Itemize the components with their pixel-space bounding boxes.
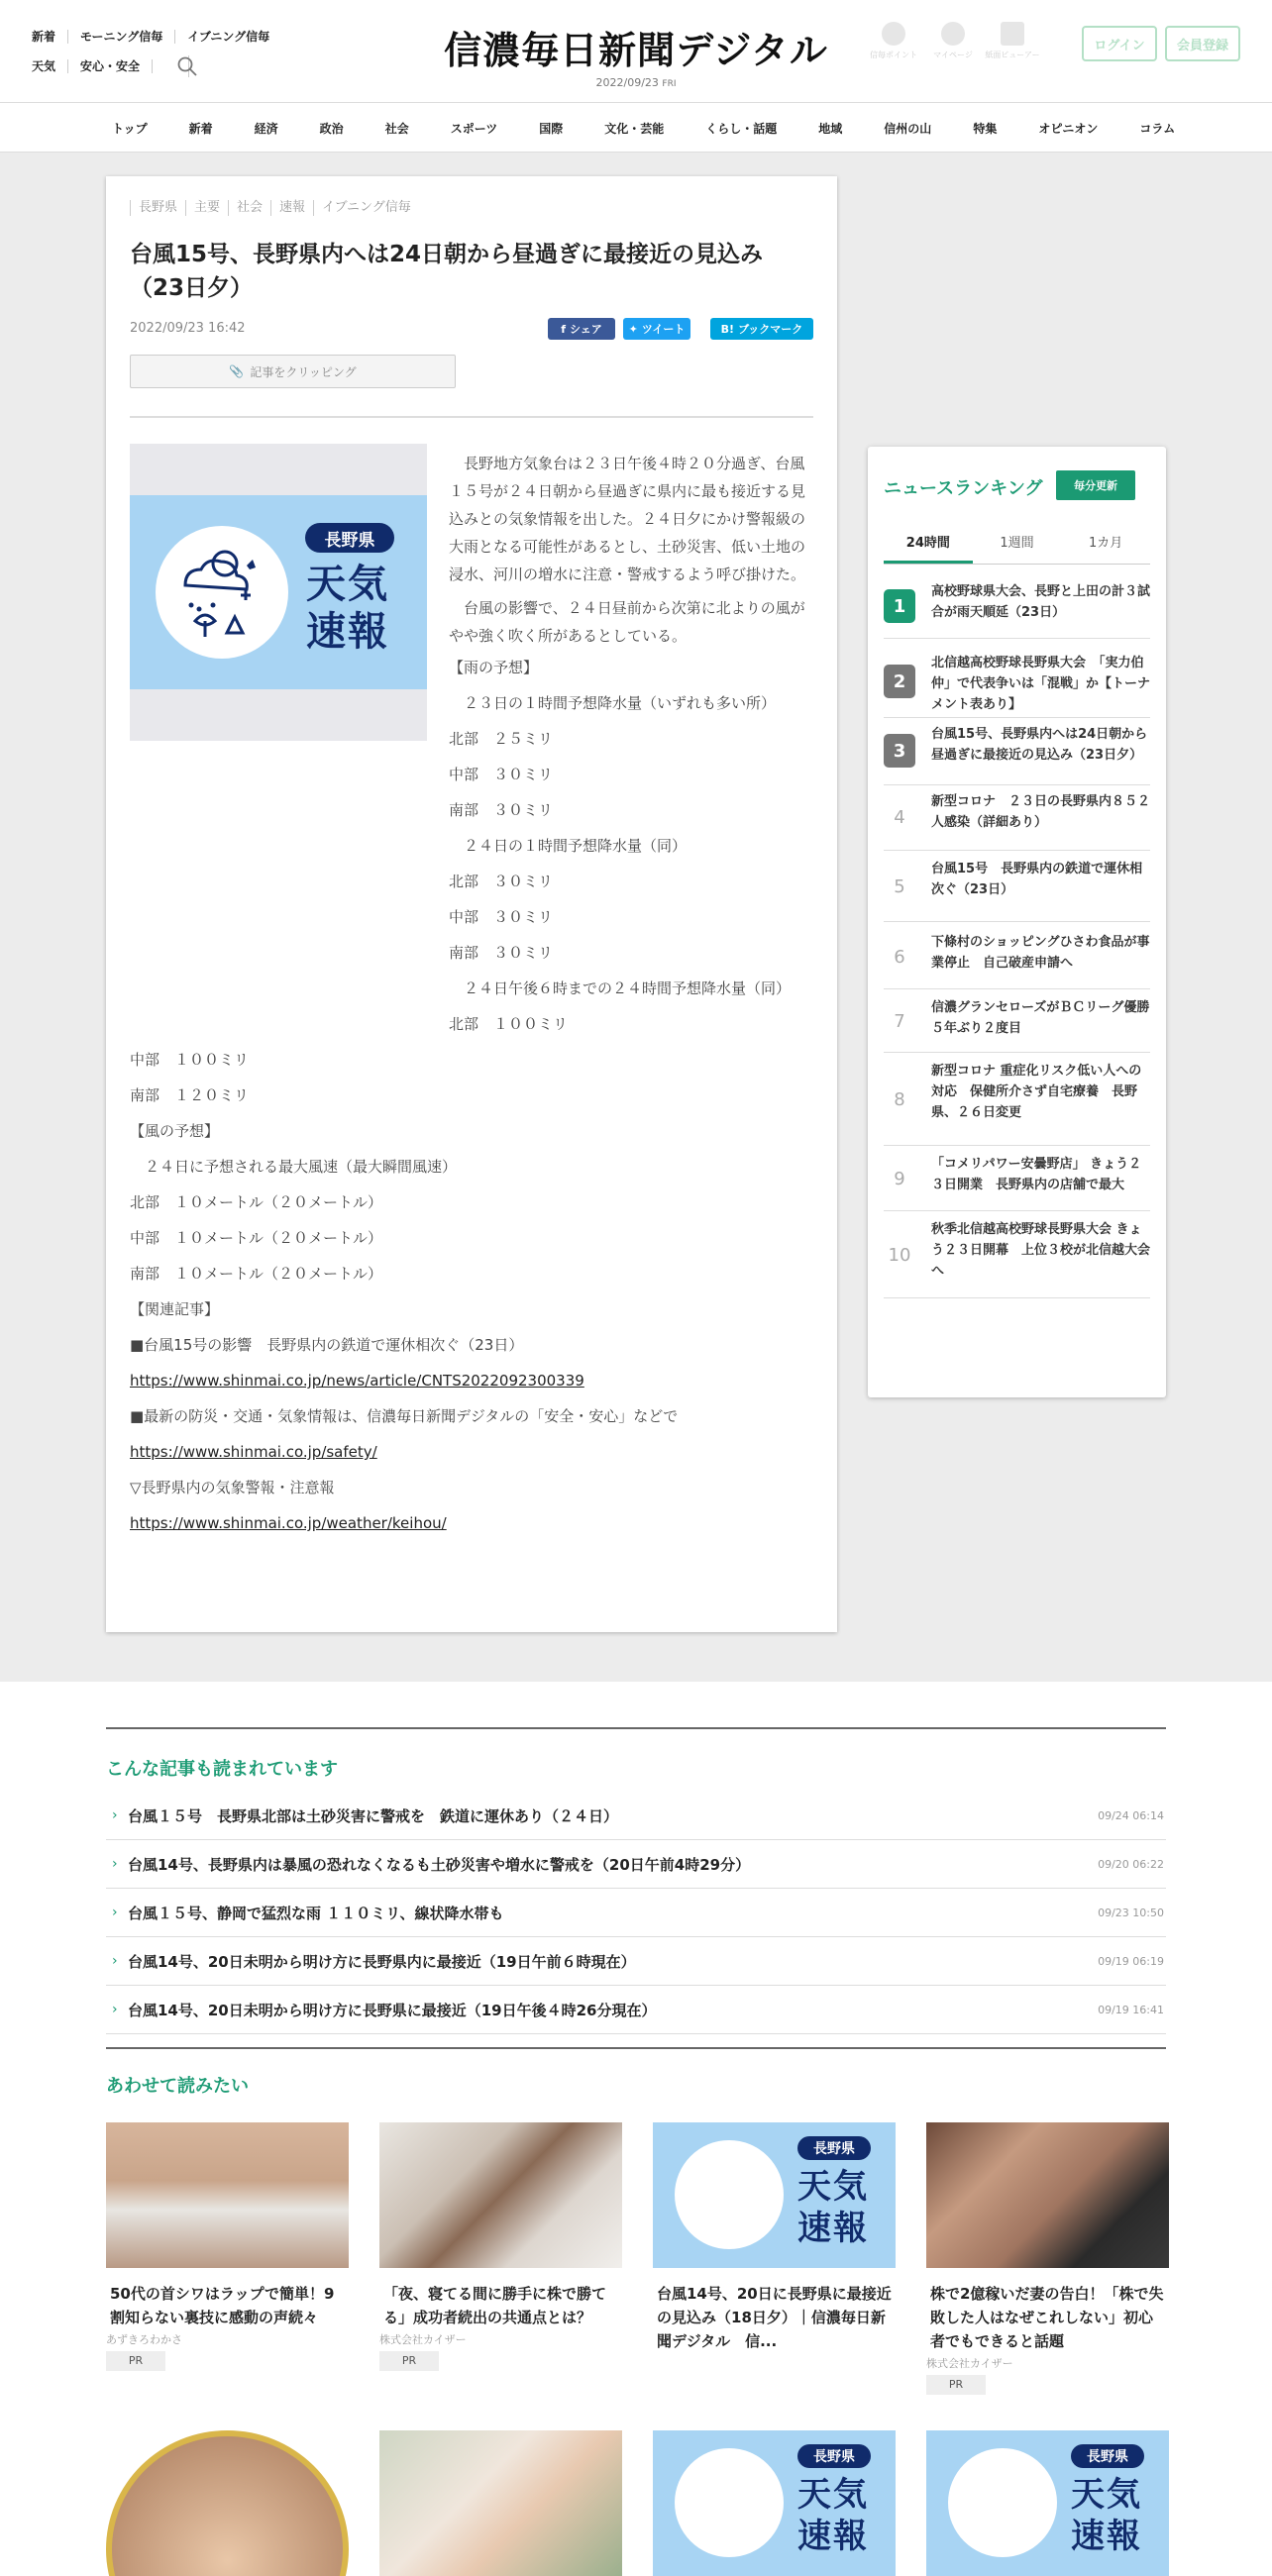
ranking-item[interactable] (884, 1211, 1150, 1298)
also-read-date: 09/20 06:22 (1098, 1857, 1164, 1871)
article-paragraph: 南部 １０メートル（２０メートル） (130, 1265, 383, 1283)
weather-pref-label: 長野県 (797, 2136, 871, 2160)
nav-item[interactable]: 経済 (254, 121, 278, 136)
nav-item[interactable]: 社会 (384, 121, 409, 136)
recommend-card[interactable] (653, 2122, 896, 2353)
mypage-icon[interactable]: マイページ (923, 22, 983, 60)
clip-article-button[interactable]: 📎 記事をクリッピング (130, 355, 456, 388)
related-link[interactable]: https://www.shinmai.co.jp/safety/ (130, 1443, 377, 1461)
weather-pref-label: 長野県 (1071, 2444, 1144, 2468)
nav-item[interactable]: 政治 (319, 121, 344, 136)
ranking-headline: 高校野球県大会、長野と上田の計３試合が雨天順延（23日） (931, 584, 1151, 620)
also-read-headline: 台風14号、長野県内は暴風の恐れなくなるも土砂災害や増水に警戒を（20日午前4時29分） (128, 1855, 751, 1874)
card-photo (379, 2122, 622, 2268)
point-icon[interactable]: 信毎ポイント (864, 22, 923, 60)
article-paragraph: 台風の影響で、２４日昼前から次第に北よりの風がやや強く吹く所があるとしている。 (449, 599, 805, 645)
ranking-number: 4 (894, 806, 905, 828)
article-tags (130, 200, 419, 216)
pr-badge: PR (379, 2351, 439, 2371)
article-paragraph: 南部 ３０ミリ (449, 944, 554, 962)
also-read-headline: 台風14号、20日未明から明け方に長野県内に最接近（19日午前６時現在） (128, 1952, 636, 1971)
ranking-number: 5 (894, 876, 905, 897)
ranking-number: 3 (884, 734, 915, 768)
ranking-headline: 北信越高校野球長野県大会 「実力伯仲」で代表争いは「混戦」か【トーナメント表あり】 (931, 656, 1151, 712)
chevron-right-icon: › (112, 1953, 118, 1969)
site-header (0, 0, 1272, 103)
weather-alert-title: 天気 速報 (1071, 2475, 1142, 2556)
ranking-item[interactable] (884, 851, 1150, 922)
article-paragraph: 南部 １２０ミリ (130, 1086, 250, 1104)
also-read-title: こんな記事も読まれています (106, 1759, 338, 1780)
also-read-headline: 台風１５号 長野県北部は土砂災害に警戒を 鉄道に運休あり（２４日） (128, 1806, 619, 1825)
ranking-number: 1 (884, 589, 915, 623)
ranking-item[interactable] (884, 1146, 1150, 1211)
facebook-share-button[interactable]: f シェア (548, 318, 615, 340)
logo-text: 信濃毎日新聞デジタル (444, 28, 828, 72)
article-paragraph: 長野地方気象台は２３日午後４時２０分過ぎ、台風１５号が２４日朝から昼過ぎに県内に最も接近する見込みとの気象情報を出した。２４日夕にかけ警報級の大雨となる可能性があるとし、土砂災害、低い土地の浸水、河川の増水に注意・警戒するよう呼び掛けた。 (449, 455, 806, 583)
related-link[interactable]: https://www.shinmai.co.jp/news/article/CNTS2022092300339 (130, 1372, 584, 1390)
article-paragraph: 北部 １０メートル（２０メートル） (130, 1193, 383, 1211)
ranking-tabs (884, 526, 1150, 565)
hatena-icon: B! (720, 322, 735, 336)
article-date: 2022/09/23 16:42 (130, 321, 246, 336)
nav-item[interactable]: 信州の山 (884, 121, 932, 136)
ranking-item[interactable] (884, 924, 1150, 989)
login-button[interactable]: ログイン (1082, 26, 1157, 61)
article-tag[interactable]: イブニング信毎 (313, 200, 419, 216)
also-read-item[interactable] (106, 1889, 1166, 1937)
header-link-morning[interactable]: モーニング信毎 (68, 30, 175, 44)
nav-item[interactable]: 特集 (973, 121, 998, 136)
article-body (130, 450, 813, 1541)
also-read-section (106, 1727, 1166, 2556)
ranking-update-badge: 毎分更新 (1056, 470, 1135, 500)
article-paragraph: ２４日の１時間予想降水量（同） (449, 837, 688, 855)
also-read-divider (106, 2047, 1166, 2049)
also-read-item[interactable] (106, 1986, 1166, 2034)
ranking-number: 6 (894, 946, 905, 968)
ranking-headline: 新型コロナ 重症化リスク低い人への対応 保健所介さず自宅療養 長野県、２６日変更 (931, 1064, 1142, 1120)
paperclip-icon: 📎 (229, 364, 245, 378)
ranking-headline: 台風15号、長野県内へは24日朝から昼過ぎに最接近の見込み（23日夕） (931, 727, 1148, 763)
ranking-headline: 秋季北信越高校野球長野県大会 きょう２３日開幕 上位３校が北信越大会へ (931, 1222, 1151, 1279)
article-tag[interactable]: 長野県 (130, 200, 185, 216)
weather-alert-title: 天気 速報 (797, 2167, 869, 2248)
card-sponsor: 株式会社カイザー (926, 2357, 1013, 2370)
also-read-date: 09/24 06:14 (1098, 1808, 1164, 1822)
also-read-date: 09/19 06:19 (1098, 1954, 1164, 1968)
article-tag[interactable]: 社会 (228, 200, 270, 216)
ranking-title: ニュースランキング (884, 478, 1043, 499)
card-sponsor: 株式会社カイザー (379, 2333, 467, 2346)
related-link[interactable]: https://www.shinmai.co.jp/weather/keihou/ (130, 1514, 447, 1532)
also-read-headline: 台風14号、20日未明から明け方に長野県に最接近（19日午後４時26分現在） (128, 2001, 657, 2019)
header-link-safety[interactable]: 安心・安全 (68, 59, 153, 73)
register-button[interactable]: 会員登録 (1165, 26, 1240, 61)
ranking-item[interactable] (884, 716, 1150, 785)
article-tag[interactable]: 主要 (185, 200, 228, 216)
tab-1week[interactable]: 1週間 (1000, 536, 1034, 551)
weather-alert-graphic (653, 2122, 896, 2268)
card-photo (379, 2430, 622, 2576)
ranking-headline: 「コメリパワー安曇野店」 きょう２３日開業 長野県内の店舗で最大 (931, 1157, 1142, 1192)
nav-item[interactable]: スポーツ (450, 121, 498, 136)
also-read-date: 09/19 16:41 (1098, 2003, 1164, 2016)
card-title: 株で2億稼いだ妻の告白！「株で失敗した人はなぜこれしない」初心者でもできると話題 (930, 2285, 1164, 2350)
recommend-card[interactable] (106, 2122, 349, 2371)
card-sponsor: あずきろわかさ (106, 2333, 182, 2346)
article-paragraph: 北部 ２５ミリ (449, 730, 554, 748)
tab-1month[interactable]: 1カ月 (1089, 536, 1123, 551)
ranking-number: 2 (884, 665, 915, 698)
article-paragraph: 北部 ３０ミリ (449, 873, 554, 890)
ranking-headline: 信濃グランセローズがＢＣリーグ優勝 ５年ぶり２度目 (931, 1000, 1163, 1036)
nav-item[interactable]: 新着 (188, 121, 213, 136)
article-paragraph: 中部 １０メートル（２０メートル） (130, 1229, 383, 1247)
weather-symbols-icon (675, 2140, 784, 2249)
header-link-weather[interactable]: 天気 (32, 59, 68, 73)
chevron-right-icon: › (112, 2002, 118, 2017)
pr-badge: PR (926, 2375, 986, 2395)
recommend-card[interactable] (926, 2122, 1169, 2395)
article-divider (130, 416, 813, 418)
pr-badge: PR (106, 2351, 165, 2371)
ranking-item[interactable] (884, 1053, 1150, 1146)
header-link-new[interactable]: 新着 (32, 30, 68, 44)
recommend-card[interactable] (106, 2430, 349, 2576)
article-paragraph: ■台風15号の影響 長野県内の鉄道で運休相次ぐ（23日） (130, 1336, 524, 1354)
recommend-title: あわせて読みたい (106, 2076, 249, 2097)
weather-alert-title: 天気 速報 (797, 2475, 869, 2556)
nav-item[interactable]: くらし・話題 (705, 121, 778, 136)
chevron-right-icon: › (112, 1856, 118, 1872)
ranking-item[interactable] (884, 989, 1163, 1053)
nav-item[interactable]: オピニオン (1038, 121, 1099, 136)
article-paragraph: ２４日午後６時までの２４時間予想降水量（同） (449, 979, 792, 997)
article-paragraph: ２３日の１時間予想降水量（いずれも多い所） (449, 694, 777, 712)
image-float-spacer (130, 450, 449, 1029)
ranking-number: 9 (894, 1168, 905, 1189)
article-paragraph: 【風の予想】 (130, 1122, 220, 1140)
also-read-item[interactable] (106, 1937, 1166, 1986)
article-paragraph: 中部 ３０ミリ (449, 766, 554, 783)
article-paragraph: ■最新の防災・交通・気象情報は、信濃毎日新聞デジタルの「安全・安心」などで (130, 1407, 679, 1425)
article-paragraph: 【関連記事】 (130, 1300, 220, 1318)
ranking-headline: 下條村のショッピングひさわ食品が事業停止 自己破産申請へ (931, 935, 1150, 971)
ranking-number: 7 (894, 1010, 905, 1032)
weather-pref-label: 長野県 (305, 523, 394, 553)
article-card (106, 176, 837, 1632)
article-paragraph: ▽長野県内の気象警報・注意報 (130, 1479, 335, 1496)
card-photo (926, 2122, 1169, 2268)
ranking-headline: 台風15号 長野県内の鉄道で運休相次ぐ（23日） (931, 862, 1143, 897)
article-paragraph: 中部 １００ミリ (130, 1051, 250, 1069)
ranking-number: 8 (894, 1088, 905, 1110)
header-link-evening[interactable]: イブニング信毎 (187, 30, 270, 44)
header-icons (864, 22, 1042, 60)
chevron-right-icon: › (112, 1905, 118, 1920)
twitter-icon: ✦ (628, 322, 638, 336)
ranking-headline: 新型コロナ ２３日の長野県内８５２人感染（詳細あり） (931, 794, 1151, 830)
card-photo (106, 2430, 349, 2576)
card-title: 台風14号、20日に長野県に最接近の見込み（18日夕）｜信濃毎日新聞デジタル 信... (657, 2285, 892, 2350)
weather-symbols-icon (675, 2448, 784, 2557)
also-read-item[interactable] (106, 1840, 1166, 1889)
viewer-icon[interactable]: 紙面ビューアー (983, 22, 1042, 60)
nav-item[interactable]: トップ (112, 121, 148, 136)
article-paragraph: 南部 ３０ミリ (449, 801, 554, 819)
recommend-card[interactable] (926, 2430, 1169, 2576)
ranking-item[interactable] (884, 783, 1150, 851)
ranking-item[interactable] (884, 645, 1150, 718)
also-read-headline: 台風１５号、静岡で猛烈な雨 １１０ミリ、線状降水帯も (128, 1904, 504, 1922)
weather-alert-title: 天気 速報 (306, 562, 389, 655)
article-paragraph: 【雨の予想】 (449, 659, 539, 676)
recommend-card[interactable] (379, 2430, 622, 2576)
facebook-icon: f (561, 322, 566, 336)
card-photo (106, 2122, 349, 2268)
card-title: 50代の首シワはラップで簡単！9割知らない裏技に感動の声続々 (110, 2285, 335, 2326)
nav-item[interactable]: 文化・芸能 (604, 121, 665, 136)
recommend-card[interactable] (653, 2430, 896, 2576)
nav-item[interactable]: 国際 (539, 121, 564, 136)
article-paragraph: ２４日に予想される最大風速（最大瞬間風速） (130, 1158, 458, 1176)
ranking-item[interactable] (884, 573, 1150, 639)
main-nav (0, 103, 1272, 153)
twitter-share-button[interactable]: ✦ ツイート (623, 318, 690, 340)
news-ranking (868, 447, 1166, 1397)
ranking-number: 10 (888, 1244, 911, 1266)
nav-item[interactable]: 地域 (818, 121, 843, 136)
weather-alert-graphic (653, 2430, 896, 2576)
weather-alert-graphic (926, 2430, 1169, 2576)
article-paragraph: 中部 ３０ミリ (449, 908, 554, 926)
card-title: 「夜、寝てる間に勝手に株で勝てる」成功者続出の共通点とは？ (383, 2285, 607, 2326)
nav-item[interactable]: コラム (1139, 121, 1176, 136)
article-paragraph: 北部 １００ミリ (449, 1015, 569, 1033)
weather-pref-label: 長野県 (797, 2444, 871, 2468)
article-tag[interactable]: 速報 (270, 200, 313, 216)
tab-24h[interactable]: 24時間 (884, 526, 973, 564)
recommend-card[interactable] (379, 2122, 622, 2371)
also-read-date: 09/23 10:50 (1098, 1906, 1164, 1919)
weather-symbols-icon (948, 2448, 1057, 2557)
hatena-bookmark-button[interactable]: B! ブックマーク (710, 318, 813, 340)
chevron-right-icon: › (112, 1807, 118, 1823)
header-date: 2022/09/23 FRI (595, 76, 677, 89)
article-title: 台風15号、長野県内へは24日朝から昼過ぎに最接近の見込み（23日夕） (130, 242, 764, 301)
also-read-item[interactable] (106, 1792, 1166, 1840)
